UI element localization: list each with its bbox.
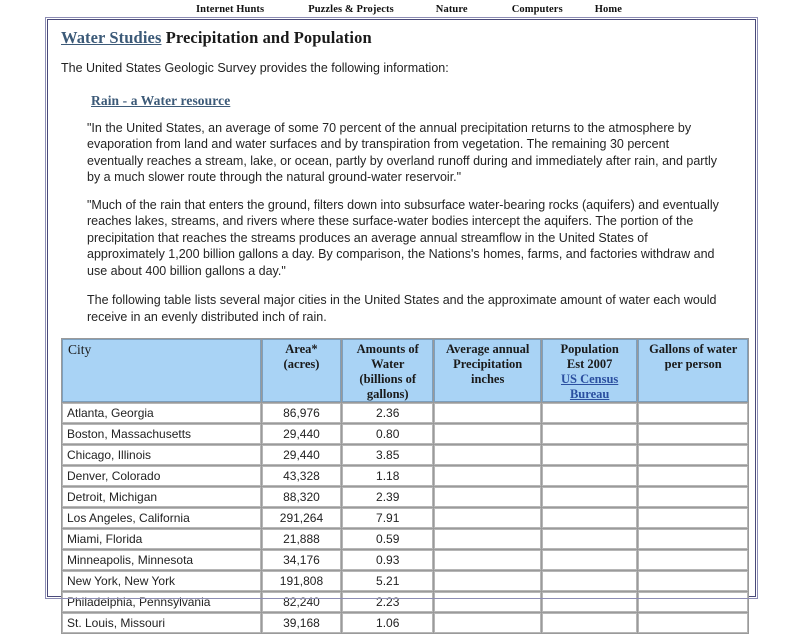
cell-area: 291,264 — [262, 508, 341, 528]
us-census-bureau-link-line2[interactable]: Bureau — [569, 386, 610, 401]
cell-gallons-per-person — [638, 466, 748, 486]
column-header-city — [62, 339, 261, 402]
cell-population — [542, 466, 637, 486]
column-header-precip-line1: Average annual — [445, 342, 530, 357]
column-header-precip-line2: Precipitation — [453, 357, 523, 372]
cell-population — [542, 592, 637, 612]
cell-amount-of-water: 0.80 — [342, 424, 433, 444]
cell-amount-of-water: 2.36 — [342, 403, 433, 423]
cell-city: Los Angeles, California — [62, 508, 261, 528]
cell-city: St. Louis, Missouri — [62, 613, 261, 633]
column-header-pop-line2: Est 2007 — [566, 357, 613, 372]
cell-amount-of-water: 2.39 — [342, 487, 433, 507]
paragraph-aquifers-streamflow: "Much of the rain that enters the ground, filters down into subsurface water-bearing rocks (aquifers) and eventually reaches lakes, streams, and rivers where these surface-water bodies intercept the aquifers. The portion of the precipitation that reaches the streams produces an average annual streamflow in the United States of approximately 1,200 billion gallons a day. By comparison, the Nations's homes, farms, and factories withdraw and use about 400 billion gallons a day." — [87, 197, 719, 278]
cell-area: 34,176 — [262, 550, 341, 570]
cell-population — [542, 508, 637, 528]
table-row — [62, 466, 748, 486]
page-frame — [47, 19, 756, 631]
table-row — [62, 403, 748, 423]
cell-precipitation — [434, 403, 541, 423]
cell-gallons-per-person — [638, 508, 748, 528]
cell-precipitation — [434, 508, 541, 528]
column-header-precip-line3: inches — [471, 371, 505, 386]
top-navigation — [0, 0, 800, 19]
column-header-population — [542, 339, 637, 402]
cell-gallons-per-person — [638, 424, 748, 444]
column-header-gallons-line2: per person — [664, 357, 722, 372]
nav-item-puzzles-and-projects[interactable]: Puzzles & Projects — [308, 4, 394, 15]
nav-item-nature[interactable]: Nature — [435, 4, 468, 15]
cell-amount-of-water: 2.23 — [342, 592, 433, 612]
cell-area: 43,328 — [262, 466, 341, 486]
nav-item-computers[interactable]: Computers — [511, 4, 563, 15]
cell-precipitation — [434, 529, 541, 549]
cell-gallons-per-person — [638, 445, 748, 465]
page-title — [61, 29, 746, 47]
nav-item-home[interactable]: Home — [594, 4, 622, 15]
column-header-precipitation — [434, 339, 541, 402]
table-row — [62, 571, 748, 591]
cell-amount-of-water: 3.85 — [342, 445, 433, 465]
cell-gallons-per-person — [638, 403, 748, 423]
column-header-amount-of-water — [342, 339, 433, 402]
cell-city: Miami, Florida — [62, 529, 261, 549]
page-title-rest: Precipitation and Population — [161, 28, 372, 47]
cell-city: New York, New York — [62, 571, 261, 591]
cell-amount-of-water: 1.18 — [342, 466, 433, 486]
cell-amount-of-water: 1.06 — [342, 613, 433, 633]
table-row — [62, 424, 748, 444]
section-heading — [91, 93, 746, 109]
cell-gallons-per-person — [638, 613, 748, 633]
cell-city: Chicago, Illinois — [62, 445, 261, 465]
cell-population — [542, 424, 637, 444]
column-header-amount-line2: Water — [371, 357, 405, 372]
cell-gallons-per-person — [638, 550, 748, 570]
cell-population — [542, 550, 637, 570]
cell-city: Denver, Colorado — [62, 466, 261, 486]
column-header-area-line2: (acres) — [283, 357, 320, 372]
cell-amount-of-water: 0.59 — [342, 529, 433, 549]
cell-precipitation — [434, 592, 541, 612]
cell-population — [542, 529, 637, 549]
column-header-area — [262, 339, 341, 402]
cell-area: 82,240 — [262, 592, 341, 612]
cell-area: 21,888 — [262, 529, 341, 549]
cell-area: 39,168 — [262, 613, 341, 633]
column-header-gallons-line1: Gallons of water — [649, 342, 738, 357]
cell-area: 88,320 — [262, 487, 341, 507]
cell-city: Detroit, Michigan — [62, 487, 261, 507]
nav-item-internet-hunts[interactable]: Internet Hunts — [196, 4, 265, 15]
table-row — [62, 550, 748, 570]
cell-population — [542, 613, 637, 633]
column-header-amount-line4: gallons) — [366, 386, 409, 401]
cell-area: 29,440 — [262, 424, 341, 444]
cell-amount-of-water: 5.21 — [342, 571, 433, 591]
table-body — [62, 403, 748, 633]
cell-city: Minneapolis, Minnesota — [62, 550, 261, 570]
paragraph-table-intro: The following table lists several major cities in the United States and the approximate amount of water each would receive in an evenly distributed inch of rain. — [87, 293, 717, 324]
column-header-amount-line1: Amounts of — [356, 342, 419, 357]
cell-precipitation — [434, 445, 541, 465]
column-header-gallons-per-person — [638, 339, 748, 402]
cell-gallons-per-person — [638, 592, 748, 612]
cell-precipitation — [434, 466, 541, 486]
rain-water-resource-link[interactable]: Rain - a Water resource — [91, 92, 231, 108]
cell-population — [542, 445, 637, 465]
cell-gallons-per-person — [638, 529, 748, 549]
cell-area: 86,976 — [262, 403, 341, 423]
us-census-bureau-link-line1[interactable]: US Census — [560, 371, 619, 386]
column-header-amount-line3: (billions of — [359, 371, 417, 386]
cell-gallons-per-person — [638, 487, 748, 507]
table-row — [62, 487, 748, 507]
cell-precipitation — [434, 487, 541, 507]
cell-area: 29,440 — [262, 445, 341, 465]
cell-population — [542, 487, 637, 507]
cell-city: Atlanta, Georgia — [62, 403, 261, 423]
city-water-table — [61, 338, 749, 634]
table-row — [62, 592, 748, 612]
water-studies-link[interactable]: Water Studies — [61, 28, 162, 47]
cell-amount-of-water: 7.91 — [342, 508, 433, 528]
cell-area: 191,808 — [262, 571, 341, 591]
table-row — [62, 508, 748, 528]
cell-city: Boston, Massachusetts — [62, 424, 261, 444]
cell-precipitation — [434, 550, 541, 570]
column-header-area-line1: Area* — [285, 342, 318, 357]
page-content — [48, 20, 755, 634]
paragraph-precipitation-cycle: "In the United States, an average of some 70 percent of the annual precipitation returns to the atmosphere by evaporation from land and water surfaces and by transpiration from vegetation. The remaining 30 percent eventually reaches a stream, lake, or ocean, partly by overland runoff during and immediately after rain, and partly by a much slower route through the natural ground-water reservoir." — [87, 120, 717, 185]
table-row — [62, 529, 748, 549]
cell-gallons-per-person — [638, 571, 748, 591]
cell-precipitation — [434, 424, 541, 444]
cell-city: Philadelphia, Pennsylvania — [62, 592, 261, 612]
cell-population — [542, 403, 637, 423]
column-header-pop-line1: Population — [560, 342, 619, 357]
table-row — [62, 445, 748, 465]
table-header-row — [62, 339, 748, 402]
cell-population — [542, 571, 637, 591]
cell-amount-of-water: 0.93 — [342, 550, 433, 570]
table-header — [62, 339, 748, 402]
cell-precipitation — [434, 571, 541, 591]
table-row — [62, 613, 748, 633]
column-header-city-label: City — [68, 342, 92, 358]
cell-precipitation — [434, 613, 541, 633]
intro-text: The United States Geologic Survey provides the following information: — [61, 61, 449, 76]
